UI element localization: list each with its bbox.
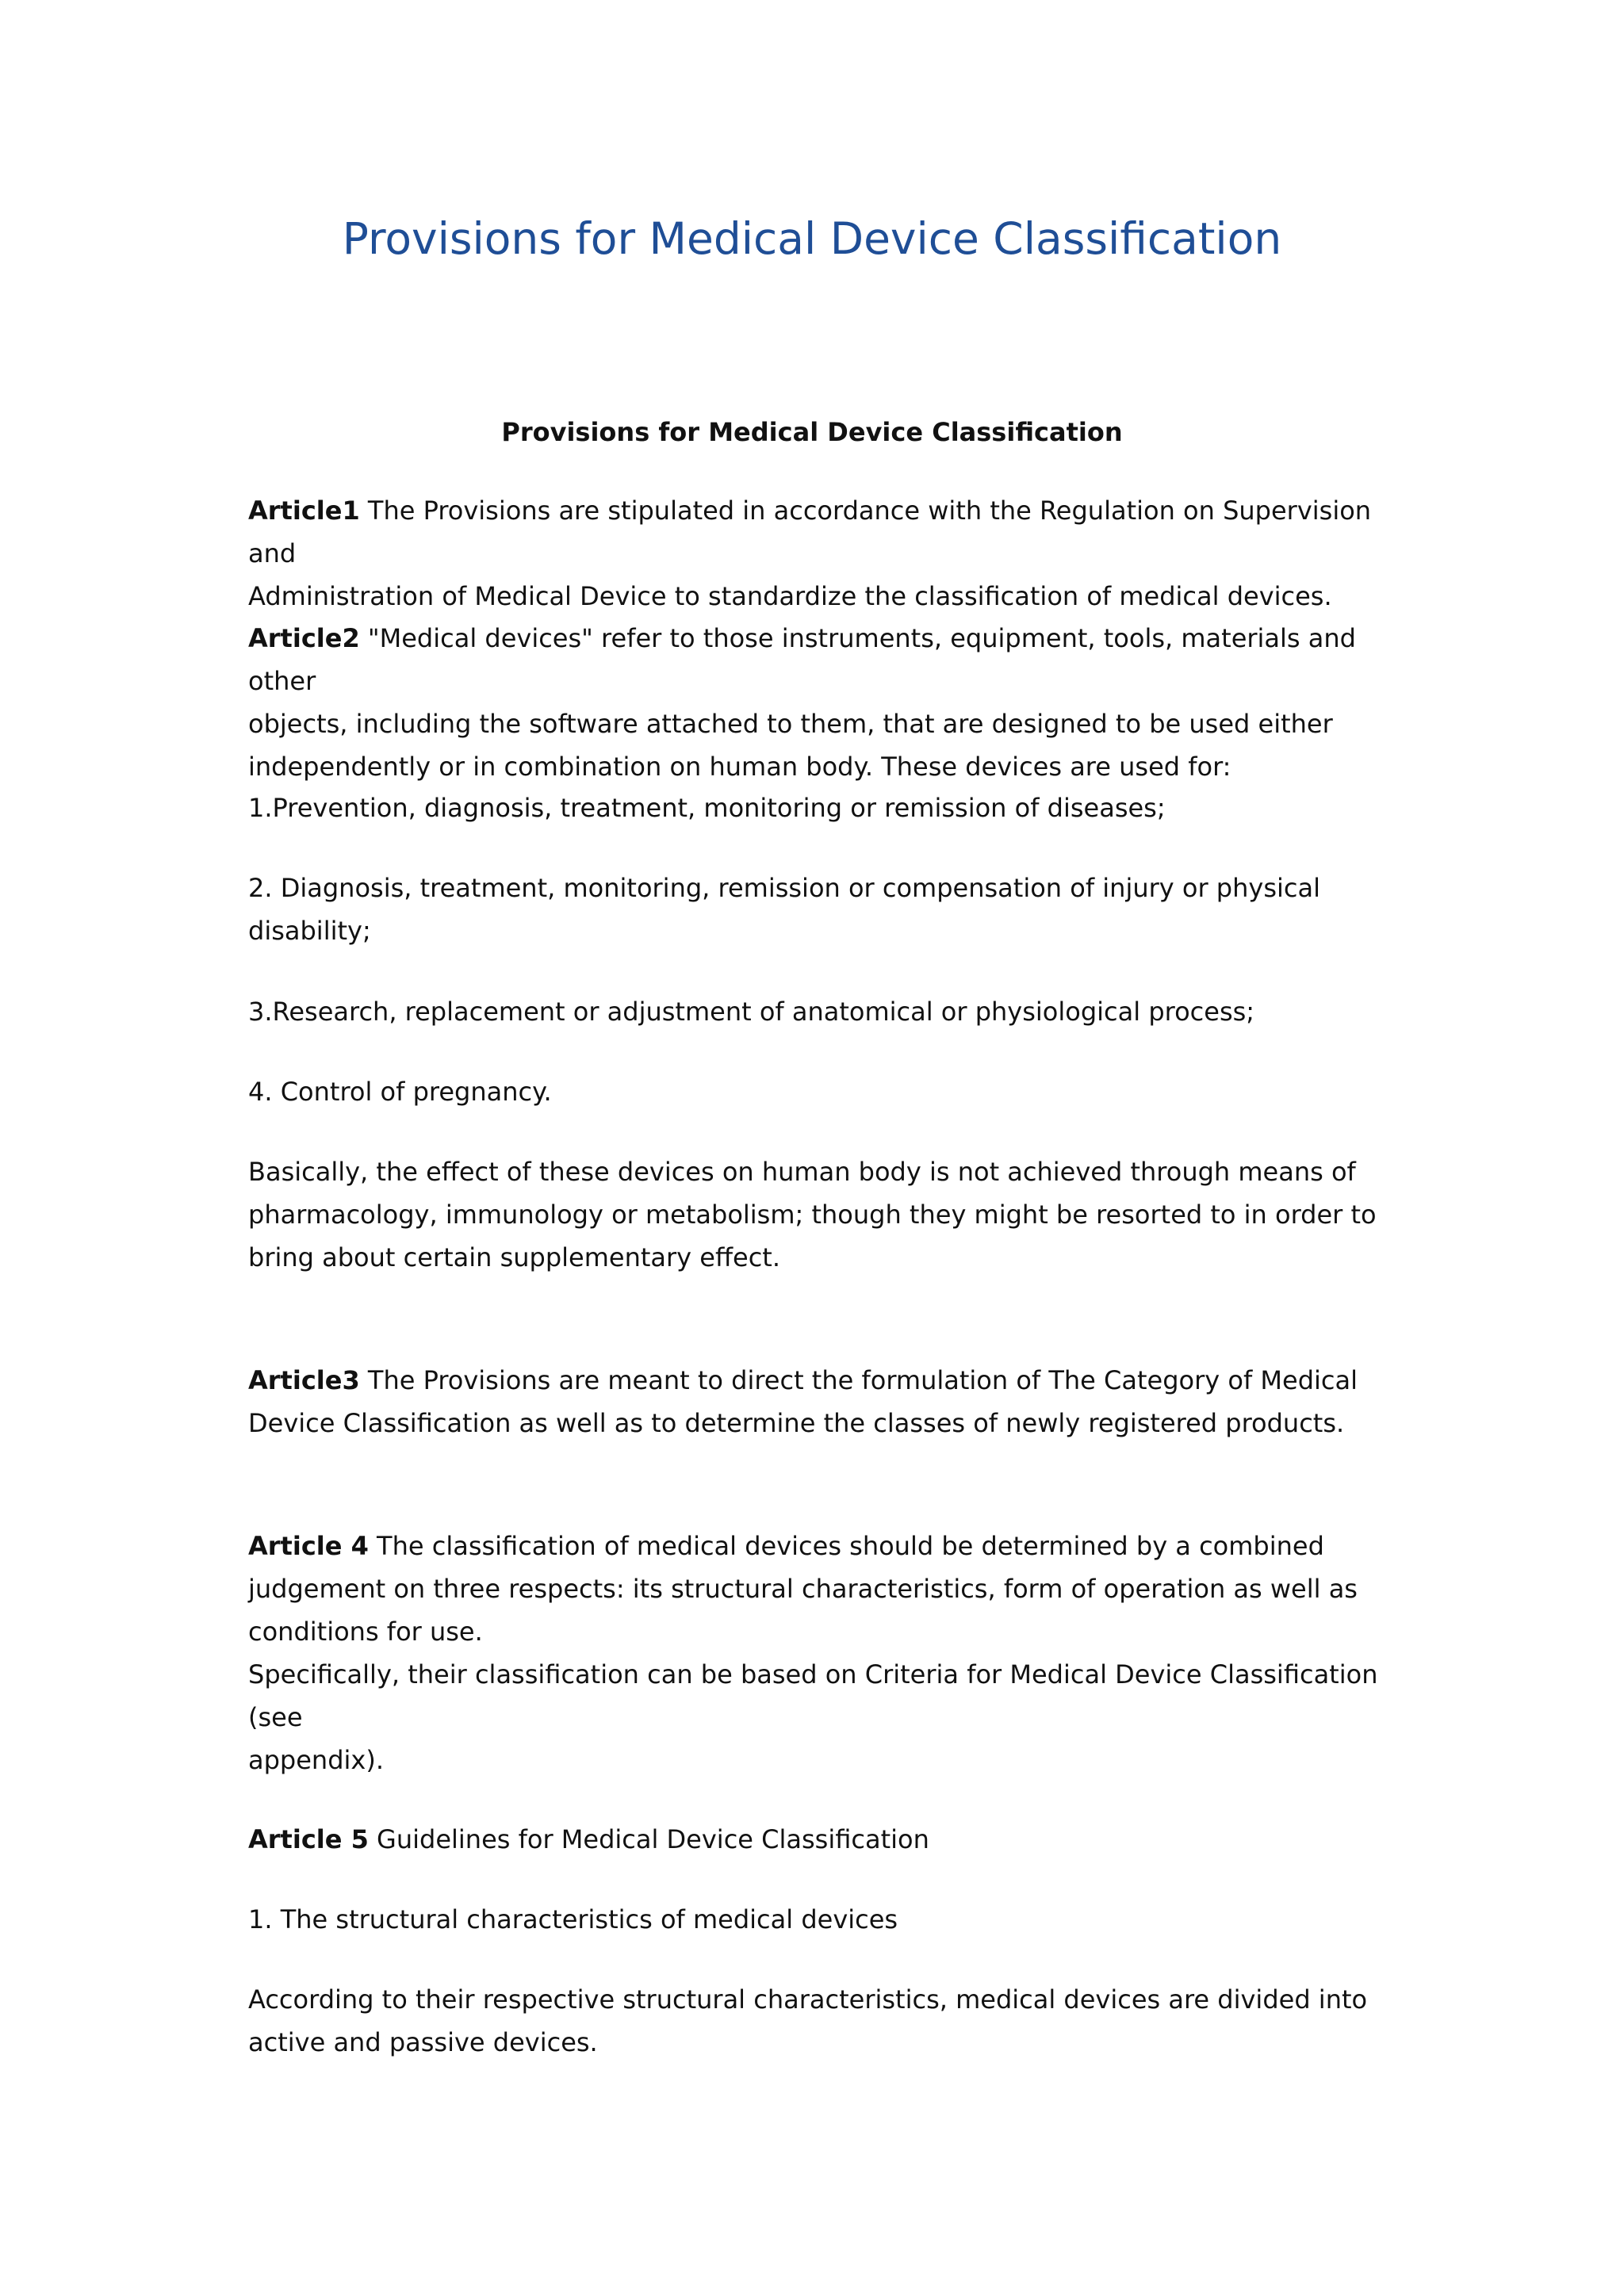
article-2-text-line1: "Medical devices" refer to those instruments, equipment, tools, materials and other <box>248 623 1356 696</box>
article-4-text-line5: appendix). <box>248 1745 384 1775</box>
article-1 <box>248 489 1390 618</box>
structural-heading: 1. The structural characteristics of medical devices <box>248 1904 898 1934</box>
structural-line2: active and passive devices. <box>248 2027 598 2057</box>
article-4-text-line2: judgement on three respects: its structural characteristics, form of operation as well as <box>248 1574 1358 1604</box>
article-3-text-line1: The Provisions are meant to direct the formulation of The Category of Medical <box>359 1365 1358 1395</box>
use-item-1: 1.Prevention, diagnosis, treatment, monitoring or remission of diseases; <box>248 793 1166 823</box>
structural-line1: According to their respective structural characteristics, medical devices are divided into <box>248 1984 1368 2015</box>
article-3 <box>248 1359 1390 1445</box>
use-item-3: 3.Research, replacement or adjustment of anatomical or physiological process; <box>248 997 1255 1027</box>
article-3-text-line2: Device Classification as well as to determine the classes of newly registered products. <box>248 1408 1345 1438</box>
basically-line1: Basically, the effect of these devices on human body is not achieved through means of <box>248 1157 1356 1187</box>
basically-paragraph <box>248 1150 1390 1279</box>
article-4-text-line3: conditions for use. <box>248 1617 483 1647</box>
article-5-text: Guidelines for Medical Device Classification <box>368 1824 929 1854</box>
use-item-2-line2: disability; <box>248 916 371 946</box>
basically-line2: pharmacology, immunology or metabolism; though they might be resorted to in order to <box>248 1200 1377 1230</box>
document-subtitle: Provisions for Medical Device Classification <box>501 417 1123 447</box>
article-1-label: Article1 <box>248 496 360 526</box>
article-3-label: Article3 <box>248 1365 360 1395</box>
article-4-label: Article 4 <box>248 1531 369 1561</box>
article-5 <box>248 1818 1390 1861</box>
page-title: Provisions for Medical Device Classification <box>342 213 1282 264</box>
article-2-label: Article2 <box>248 623 360 653</box>
article-2 <box>248 617 1390 788</box>
article-4-text-line1: The classification of medical devices should be determined by a combined <box>368 1531 1324 1561</box>
article-2-text-line2: objects, including the software attached to them, that are designed to be used either <box>248 709 1333 739</box>
use-item-2 <box>248 867 1390 952</box>
article-1-text-line2: Administration of Medical Device to standardize the classification of medical devices. <box>248 581 1332 611</box>
use-item-4: 4. Control of pregnancy. <box>248 1077 552 1107</box>
article-4 <box>248 1525 1390 1781</box>
article-5-label: Article 5 <box>248 1824 369 1854</box>
basically-line3: bring about certain supplementary effect. <box>248 1242 781 1272</box>
article-2-text-line3: independently or in combination on human body. These devices are used for: <box>248 752 1231 782</box>
article-1-text-line1: The Provisions are stipulated in accordance with the Regulation on Supervision and <box>248 496 1372 568</box>
structural-paragraph <box>248 1978 1390 2064</box>
use-item-2-line1: 2. Diagnosis, treatment, monitoring, remission or compensation of injury or physical <box>248 873 1320 903</box>
article-4-text-line4: Specifically, their classification can be based on Criteria for Medical Device Classification (see <box>248 1659 1378 1732</box>
